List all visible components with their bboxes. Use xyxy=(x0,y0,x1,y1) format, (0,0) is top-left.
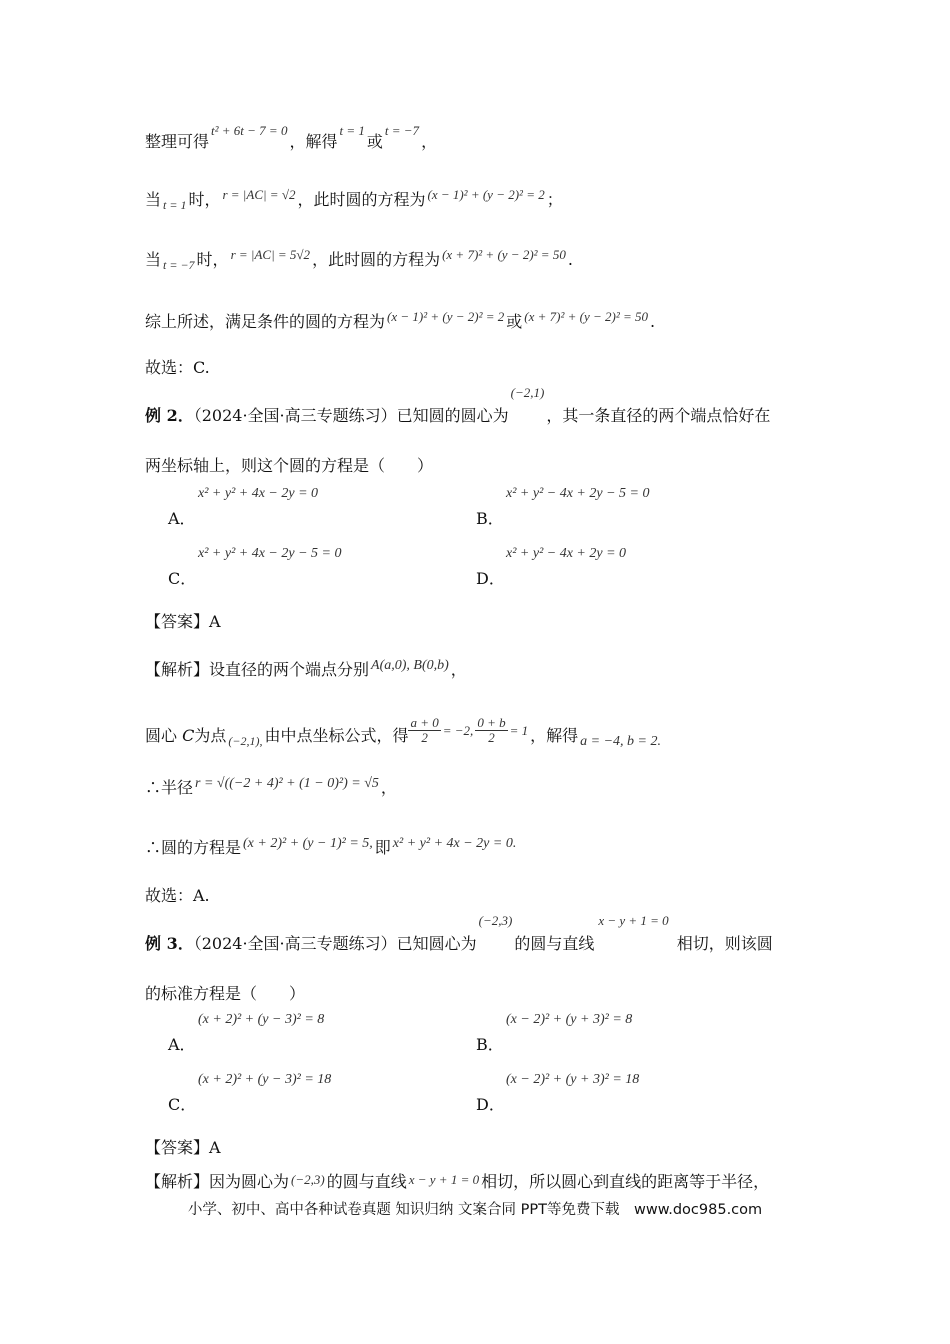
option-expression: x² + y² − 4x + 2y − 5 = 0 xyxy=(506,486,650,501)
text: 故选：C. xyxy=(145,358,210,377)
text: . xyxy=(650,312,656,331)
text: 时， xyxy=(196,250,229,269)
text: ， xyxy=(380,778,397,797)
text: 两坐标轴上，则这个圆的方程是（ ） xyxy=(145,456,434,475)
example-2-stem xyxy=(145,385,771,427)
option-expression: x² + y² + 4x − 2y = 0 xyxy=(198,486,319,501)
example-3-stem xyxy=(145,913,773,955)
text: ∴半径 xyxy=(145,778,194,797)
text: 为点 xyxy=(194,726,227,745)
equation: t = 1 xyxy=(339,123,365,138)
text: ∴圆的方程是 xyxy=(145,838,242,857)
denominator: 2 xyxy=(421,730,428,745)
example-label: 例 3． xyxy=(145,934,194,953)
equation: (−2,3) xyxy=(291,1172,325,1187)
option-expression: (x + 2)² + (y − 3)² = 8 xyxy=(198,1012,325,1027)
equation: (−2,1), xyxy=(228,734,263,748)
answer xyxy=(145,1138,221,1158)
analysis-tag: 【解析】 xyxy=(145,1172,210,1191)
text: 因为圆心为 xyxy=(209,1172,290,1191)
option-label: D． xyxy=(476,1095,505,1114)
equation: t² + 6t − 7 = 0 xyxy=(211,123,288,138)
analysis-line-1 xyxy=(145,1172,769,1193)
option-label: B． xyxy=(476,509,504,528)
equation: t = −7 xyxy=(163,258,195,272)
text: 即 xyxy=(374,838,391,857)
equation: = 1 xyxy=(509,723,529,738)
equation: A(a,0), B(0,b) xyxy=(371,658,449,673)
variable: C xyxy=(182,726,195,745)
option-expression: (x − 2)² + (y + 3)² = 18 xyxy=(506,1072,640,1087)
option-label: B． xyxy=(476,1035,504,1054)
option-expression: x² + y² + 4x − 2y − 5 = 0 xyxy=(198,546,342,561)
equation: r = |AC| = √2 xyxy=(222,187,296,202)
text: 时， xyxy=(188,190,221,209)
equation: (−2,1) xyxy=(510,385,545,400)
footer-banner: 小学、初中、高中各种试卷真题 知识归纳 文案合同 PPT等免费下载 www.doc985.com xyxy=(187,1202,763,1218)
equation: r = |AC| = 5√2 xyxy=(230,247,311,262)
text: ， xyxy=(450,660,467,679)
equation: r = √((−2 + 4)² + (1 − 0)²) = √5 xyxy=(195,776,379,791)
text: 由中点坐标公式，得 xyxy=(264,726,409,745)
answer xyxy=(145,612,221,632)
equation: x − y + 1 = 0 xyxy=(408,1172,480,1187)
solution-conclusion xyxy=(145,358,210,378)
text: 故选：A. xyxy=(145,886,210,905)
text: 当 xyxy=(145,190,162,209)
text: 当 xyxy=(145,250,162,269)
analysis-line-3 xyxy=(145,778,397,800)
solution-line-1 xyxy=(145,123,438,153)
text: 圆心 xyxy=(145,726,178,745)
option-expression: (x − 2)² + (y + 3)² = 8 xyxy=(506,1012,633,1027)
text: ，解得 xyxy=(289,132,338,151)
text: 相切，则该圆 xyxy=(676,934,773,953)
text: 的圆与直线 xyxy=(326,1172,407,1191)
analysis-line-4 xyxy=(145,838,518,860)
text: （2024·全国·高三专题练习）已知圆心为 xyxy=(193,934,477,953)
text: 或 xyxy=(366,132,383,151)
equation: (x − 1)² + (y − 2)² = 2 xyxy=(387,309,505,324)
solution-line-3 xyxy=(145,247,573,272)
fraction xyxy=(475,716,507,745)
denominator: 2 xyxy=(488,730,495,745)
answer-text: 【答案】A xyxy=(145,1138,221,1157)
equation: t = −7 xyxy=(384,123,420,138)
analysis-tag: 【解析】 xyxy=(145,660,210,679)
analysis-line-2 xyxy=(145,715,663,751)
text: 设直径的两个端点分别 xyxy=(209,660,370,679)
text: ； xyxy=(546,190,563,209)
option-label: A． xyxy=(168,509,196,528)
example-label: 例 2． xyxy=(145,406,194,425)
equation: x² + y² + 4x − 2y = 0. xyxy=(392,836,517,851)
equation: = −2, xyxy=(442,723,474,738)
option-label: D． xyxy=(476,569,505,588)
equation: x − y + 1 = 0 xyxy=(598,913,669,928)
text: 相切，所以圆心到直线的距离等于半径， xyxy=(481,1172,770,1191)
option-expression: x² + y² − 4x + 2y = 0 xyxy=(506,546,627,561)
solution-line-2 xyxy=(145,187,563,212)
equation: (x + 7)² + (y − 2)² = 50 xyxy=(442,247,566,262)
text: ，此时圆的方程为 xyxy=(312,250,441,269)
option-label: C． xyxy=(168,1095,197,1114)
solution-line-4 xyxy=(145,309,656,333)
text: （2024·全国·高三专题练习）已知圆的圆心为 xyxy=(193,406,509,425)
text: 整理可得 xyxy=(145,132,210,151)
example-2-conclusion xyxy=(145,886,210,906)
equation: t = 1 xyxy=(163,198,187,212)
numerator: a + 0 xyxy=(410,715,439,730)
numerator: 0 + b xyxy=(477,715,506,730)
equation: (−2,3) xyxy=(478,913,513,928)
text: 或 xyxy=(506,312,523,331)
equation: (x + 7)² + (y − 2)² = 50 xyxy=(524,309,649,324)
equation: (x + 2)² + (y − 1)² = 5, xyxy=(243,836,373,851)
answer-text: 【答案】A xyxy=(145,612,221,631)
option-label: A． xyxy=(168,1035,196,1054)
text: 综上所述，满足条件的圆的方程为 xyxy=(145,312,386,331)
analysis-line-1 xyxy=(145,660,467,682)
text: 的标准方程是（ ） xyxy=(145,984,306,1003)
option-expression: (x + 2)² + (y − 3)² = 18 xyxy=(198,1072,332,1087)
text: ，此时圆的方程为 xyxy=(297,190,426,209)
equation: (x − 1)² + (y − 2)² = 2 xyxy=(427,187,545,202)
equation: a = −4, b = 2. xyxy=(580,734,661,749)
text: ， xyxy=(421,132,438,151)
text: . xyxy=(567,250,573,269)
example-3-stem-line2 xyxy=(145,984,305,1004)
example-2-stem-line2 xyxy=(145,456,433,476)
option-label: C． xyxy=(168,569,197,588)
text: ，解得 xyxy=(530,726,579,745)
text: ，其一条直径的两个端点恰好在 xyxy=(546,406,771,425)
fraction xyxy=(408,716,440,745)
text: 的圆与直线 xyxy=(514,934,595,953)
